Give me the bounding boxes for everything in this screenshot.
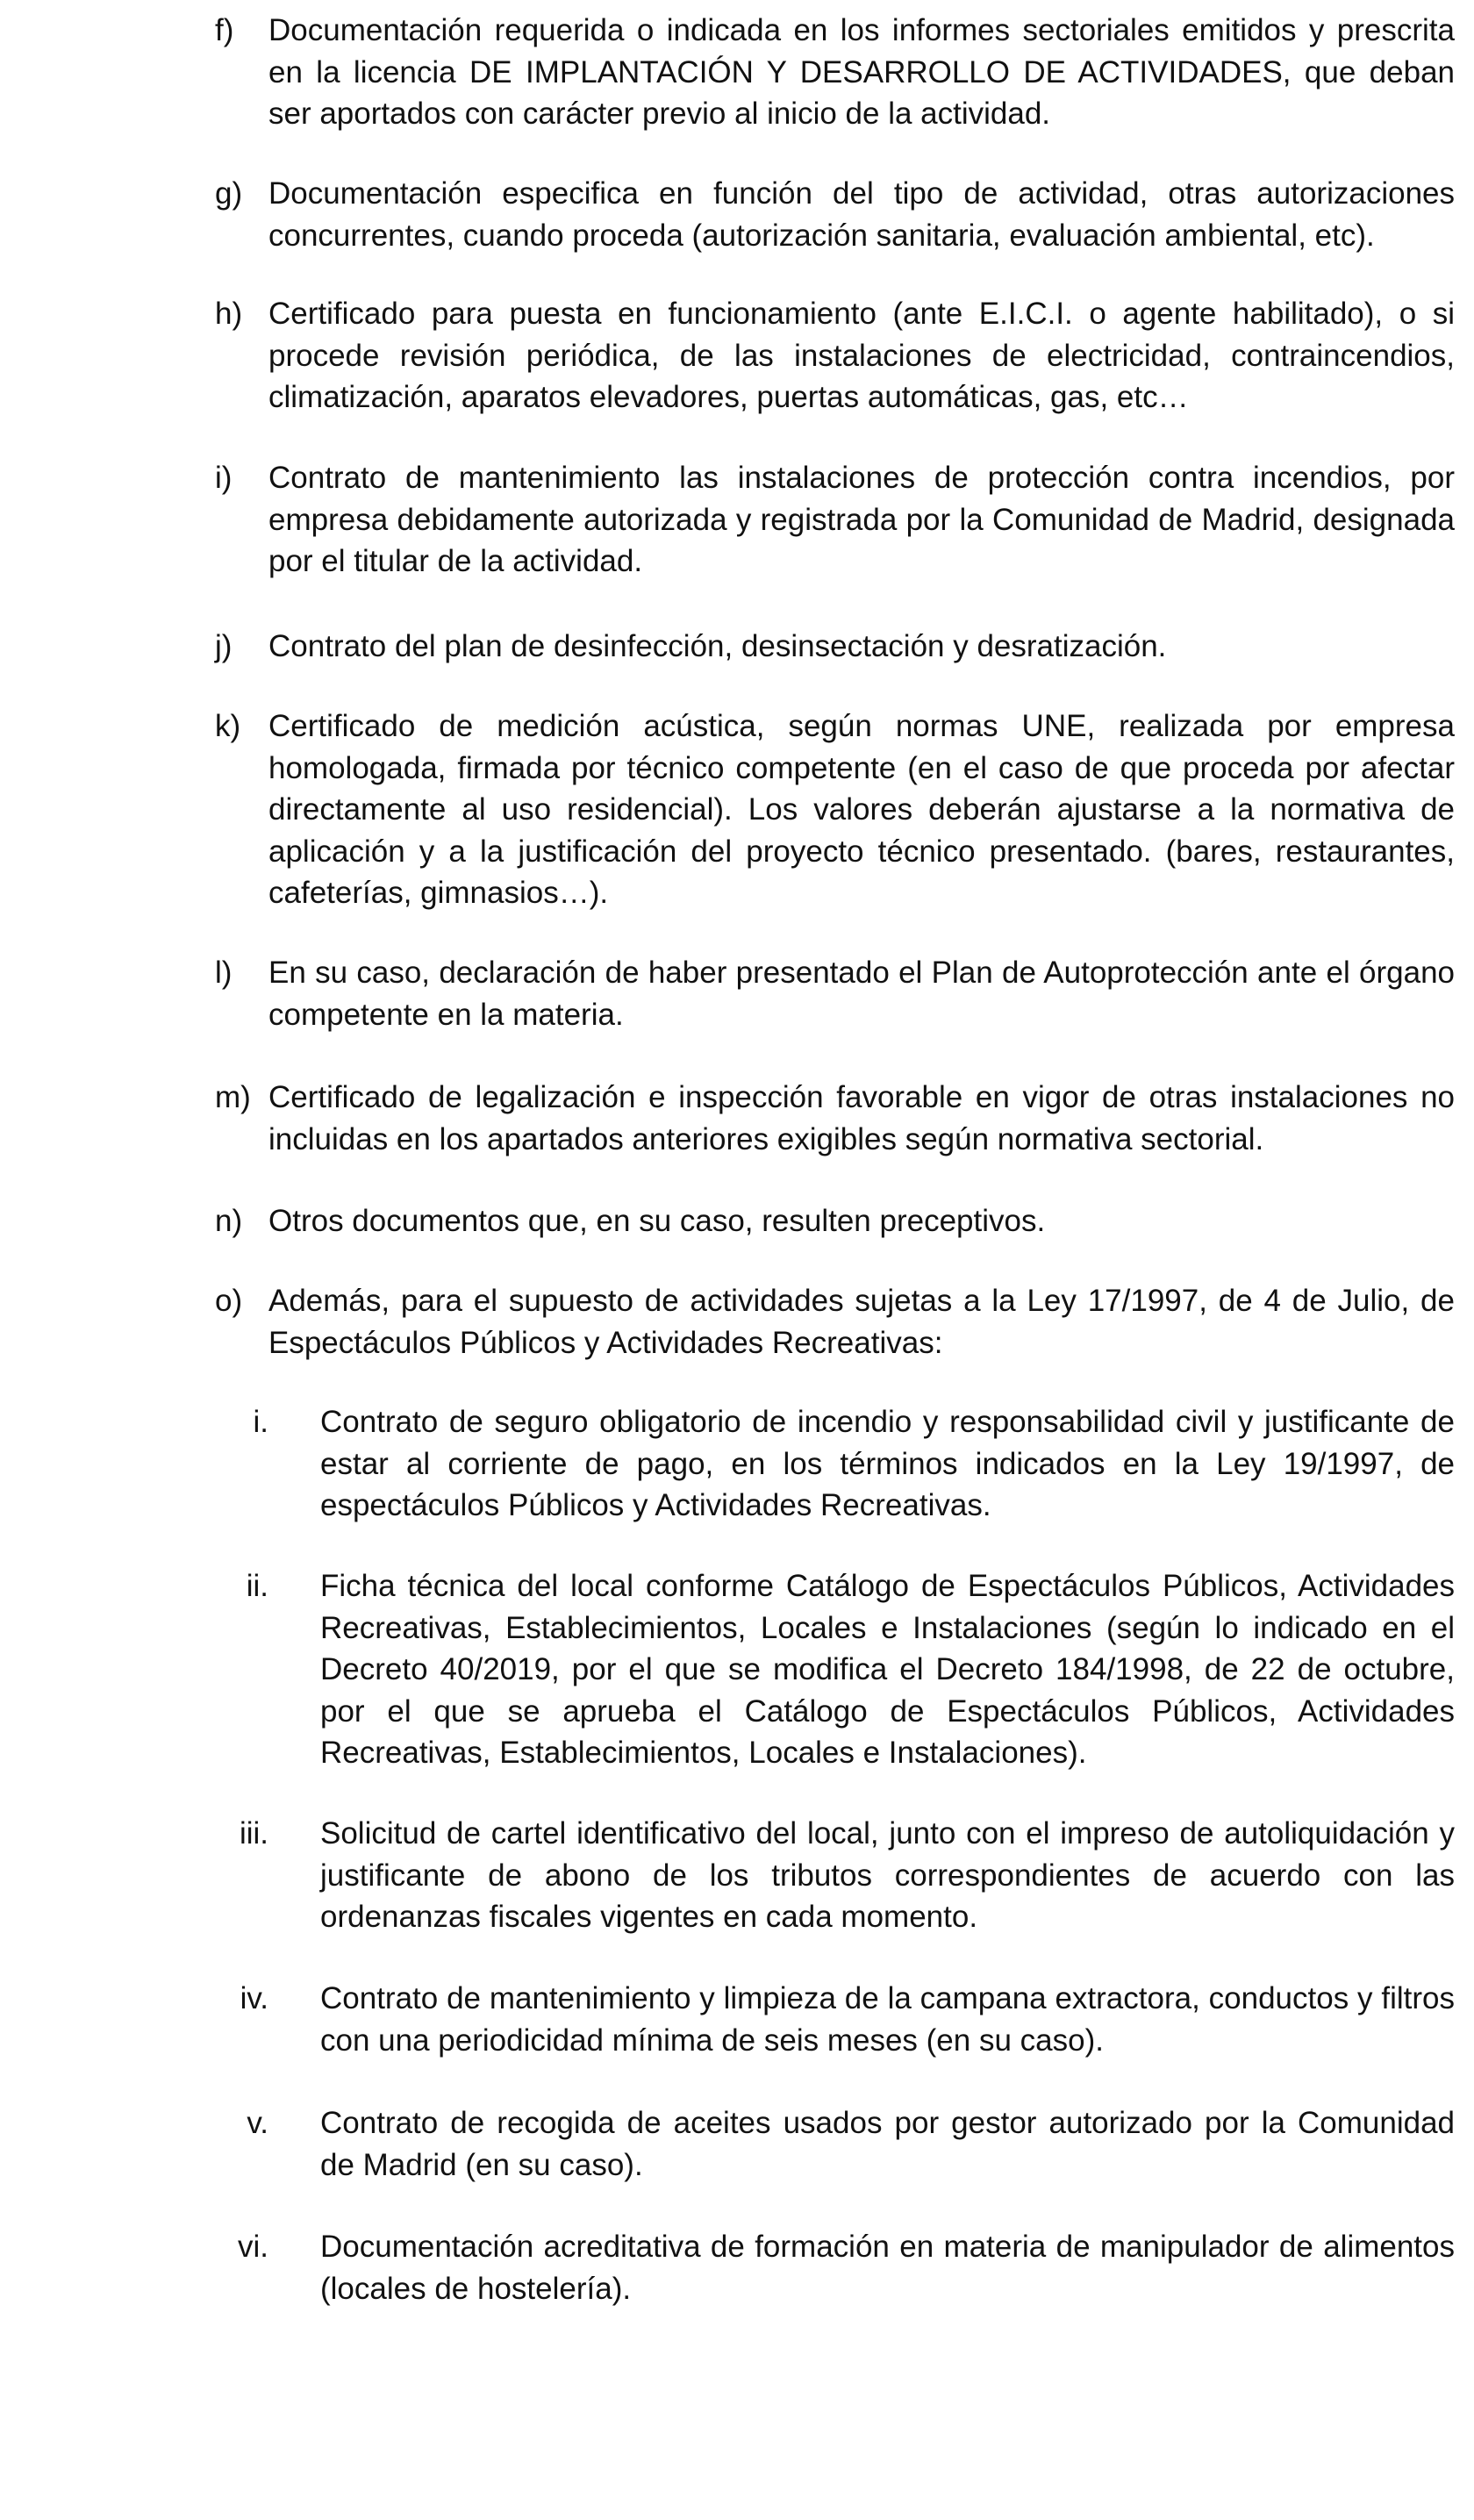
item-label: m) — [215, 1080, 251, 1114]
item-text: Documentación requerida o indicada en los informes sectoriales emitidos y prescrita en la licencia DE IMPLANTACIÓN Y DESARROLLO DE ACTIVIDADES, que deban ser aportados con carácter previo al inicio de la actividad. — [268, 13, 1455, 131]
item-label: h) — [215, 297, 243, 331]
sub-item-label: iv. — [240, 1981, 268, 2015]
sub-item-label: i. — [253, 1405, 268, 1439]
item-text: Certificado de legalización e inspección favorable en vigor de otras instalaciones no incluidas en los apartados anteriores exigibles según normativa sectorial. — [268, 1080, 1455, 1156]
item-text: Documentación especifica en función del tipo de actividad, otras autorizaciones concurrentes, cuando proceda (autorización sanitaria, evaluación ambiental, etc). — [268, 176, 1455, 253]
item-label: l) — [215, 956, 233, 990]
item-label: n) — [215, 1204, 243, 1238]
sub-item-text: Contrato de seguro obligatorio de incendio y responsabilidad civil y justificante de estar al corriente de pago, en los términos indicados en la Ley 19/1997, de espectáculos Públicos y Actividades Recreativas. — [320, 1405, 1455, 1522]
sub-item-label: v. — [247, 2106, 268, 2140]
item-text: Certificado de medición acústica, según normas UNE, realizada por empresa homologada, firmada por técnico competente (en el caso de que proceda por afectar directamente al uso residencial). Los valores deberán ajustarse a la normativa de aplicación y a la justificación del proyecto técnico presentado. (bares, restaurantes, cafeterías, gimnasios…). — [268, 709, 1455, 910]
sub-item-text: Documentación acreditativa de formación en materia de manipulador de alimentos (locales de hostelería). — [320, 2230, 1455, 2306]
item-text: Otros documentos que, en su caso, resulten preceptivos. — [268, 1204, 1046, 1238]
item-text: En su caso, declaración de haber presentado el Plan de Autoprotección ante el órgano competente en la materia. — [268, 956, 1455, 1032]
item-text: Contrato del plan de desinfección, desinsectación y desratización. — [268, 629, 1167, 663]
sub-item-label: vi. — [238, 2230, 268, 2264]
item-label: k) — [215, 709, 241, 743]
item-text: Certificado para puesta en funcionamiento (ante E.I.C.I. o agente habilitado), o si procede revisión periódica, de las instalaciones de electricidad, contraincendios, climatización, aparatos elevadores, puertas automáticas, gas, etc… — [268, 297, 1455, 414]
item-label: o) — [215, 1284, 243, 1318]
item-text: Contrato de mantenimiento las instalaciones de protección contra incendios, por empresa debidamente autorizada y registrada por la Comunidad de Madrid, designada por el titular de la actividad. — [268, 461, 1455, 578]
sub-item-text: Ficha técnica del local conforme Catálogo de Espectáculos Públicos, Actividades Recreativas, Establecimientos, Locales e Instalaciones (según lo indicado en el Decreto 40/2019, por el que se modifica el Decreto 184/1998, de 22 de octubre, por el que se aprueba el Catálogo de Espectáculos Públicos, Actividades Recreativas, Establecimientos, Locales e Instalaciones). — [320, 1569, 1455, 1770]
item-label: g) — [215, 176, 243, 211]
item-label: i) — [215, 461, 233, 495]
sub-item-label: iii. — [239, 1816, 268, 1851]
sub-item-text: Contrato de recogida de aceites usados por gestor autorizado por la Comunidad de Madrid (en su caso). — [320, 2106, 1455, 2182]
item-label: j) — [215, 629, 233, 663]
item-text: Además, para el supuesto de actividades sujetas a la Ley 17/1997, de 4 de Julio, de Espectáculos Públicos y Actividades Recreativas: — [268, 1284, 1455, 1360]
sub-item-label: ii. — [246, 1569, 268, 1603]
item-label: f) — [215, 13, 234, 47]
sub-item-text: Solicitud de cartel identificativo del local, junto con el impreso de autoliquidación y justificante de abono de los tributos correspondientes de acuerdo con las ordenanzas fiscales vigentes en cada momento. — [320, 1816, 1455, 1934]
sub-item-text: Contrato de mantenimiento y limpieza de la campana extractora, conductos y filtros con una periodicidad mínima de seis meses (en su caso). — [320, 1981, 1455, 2058]
